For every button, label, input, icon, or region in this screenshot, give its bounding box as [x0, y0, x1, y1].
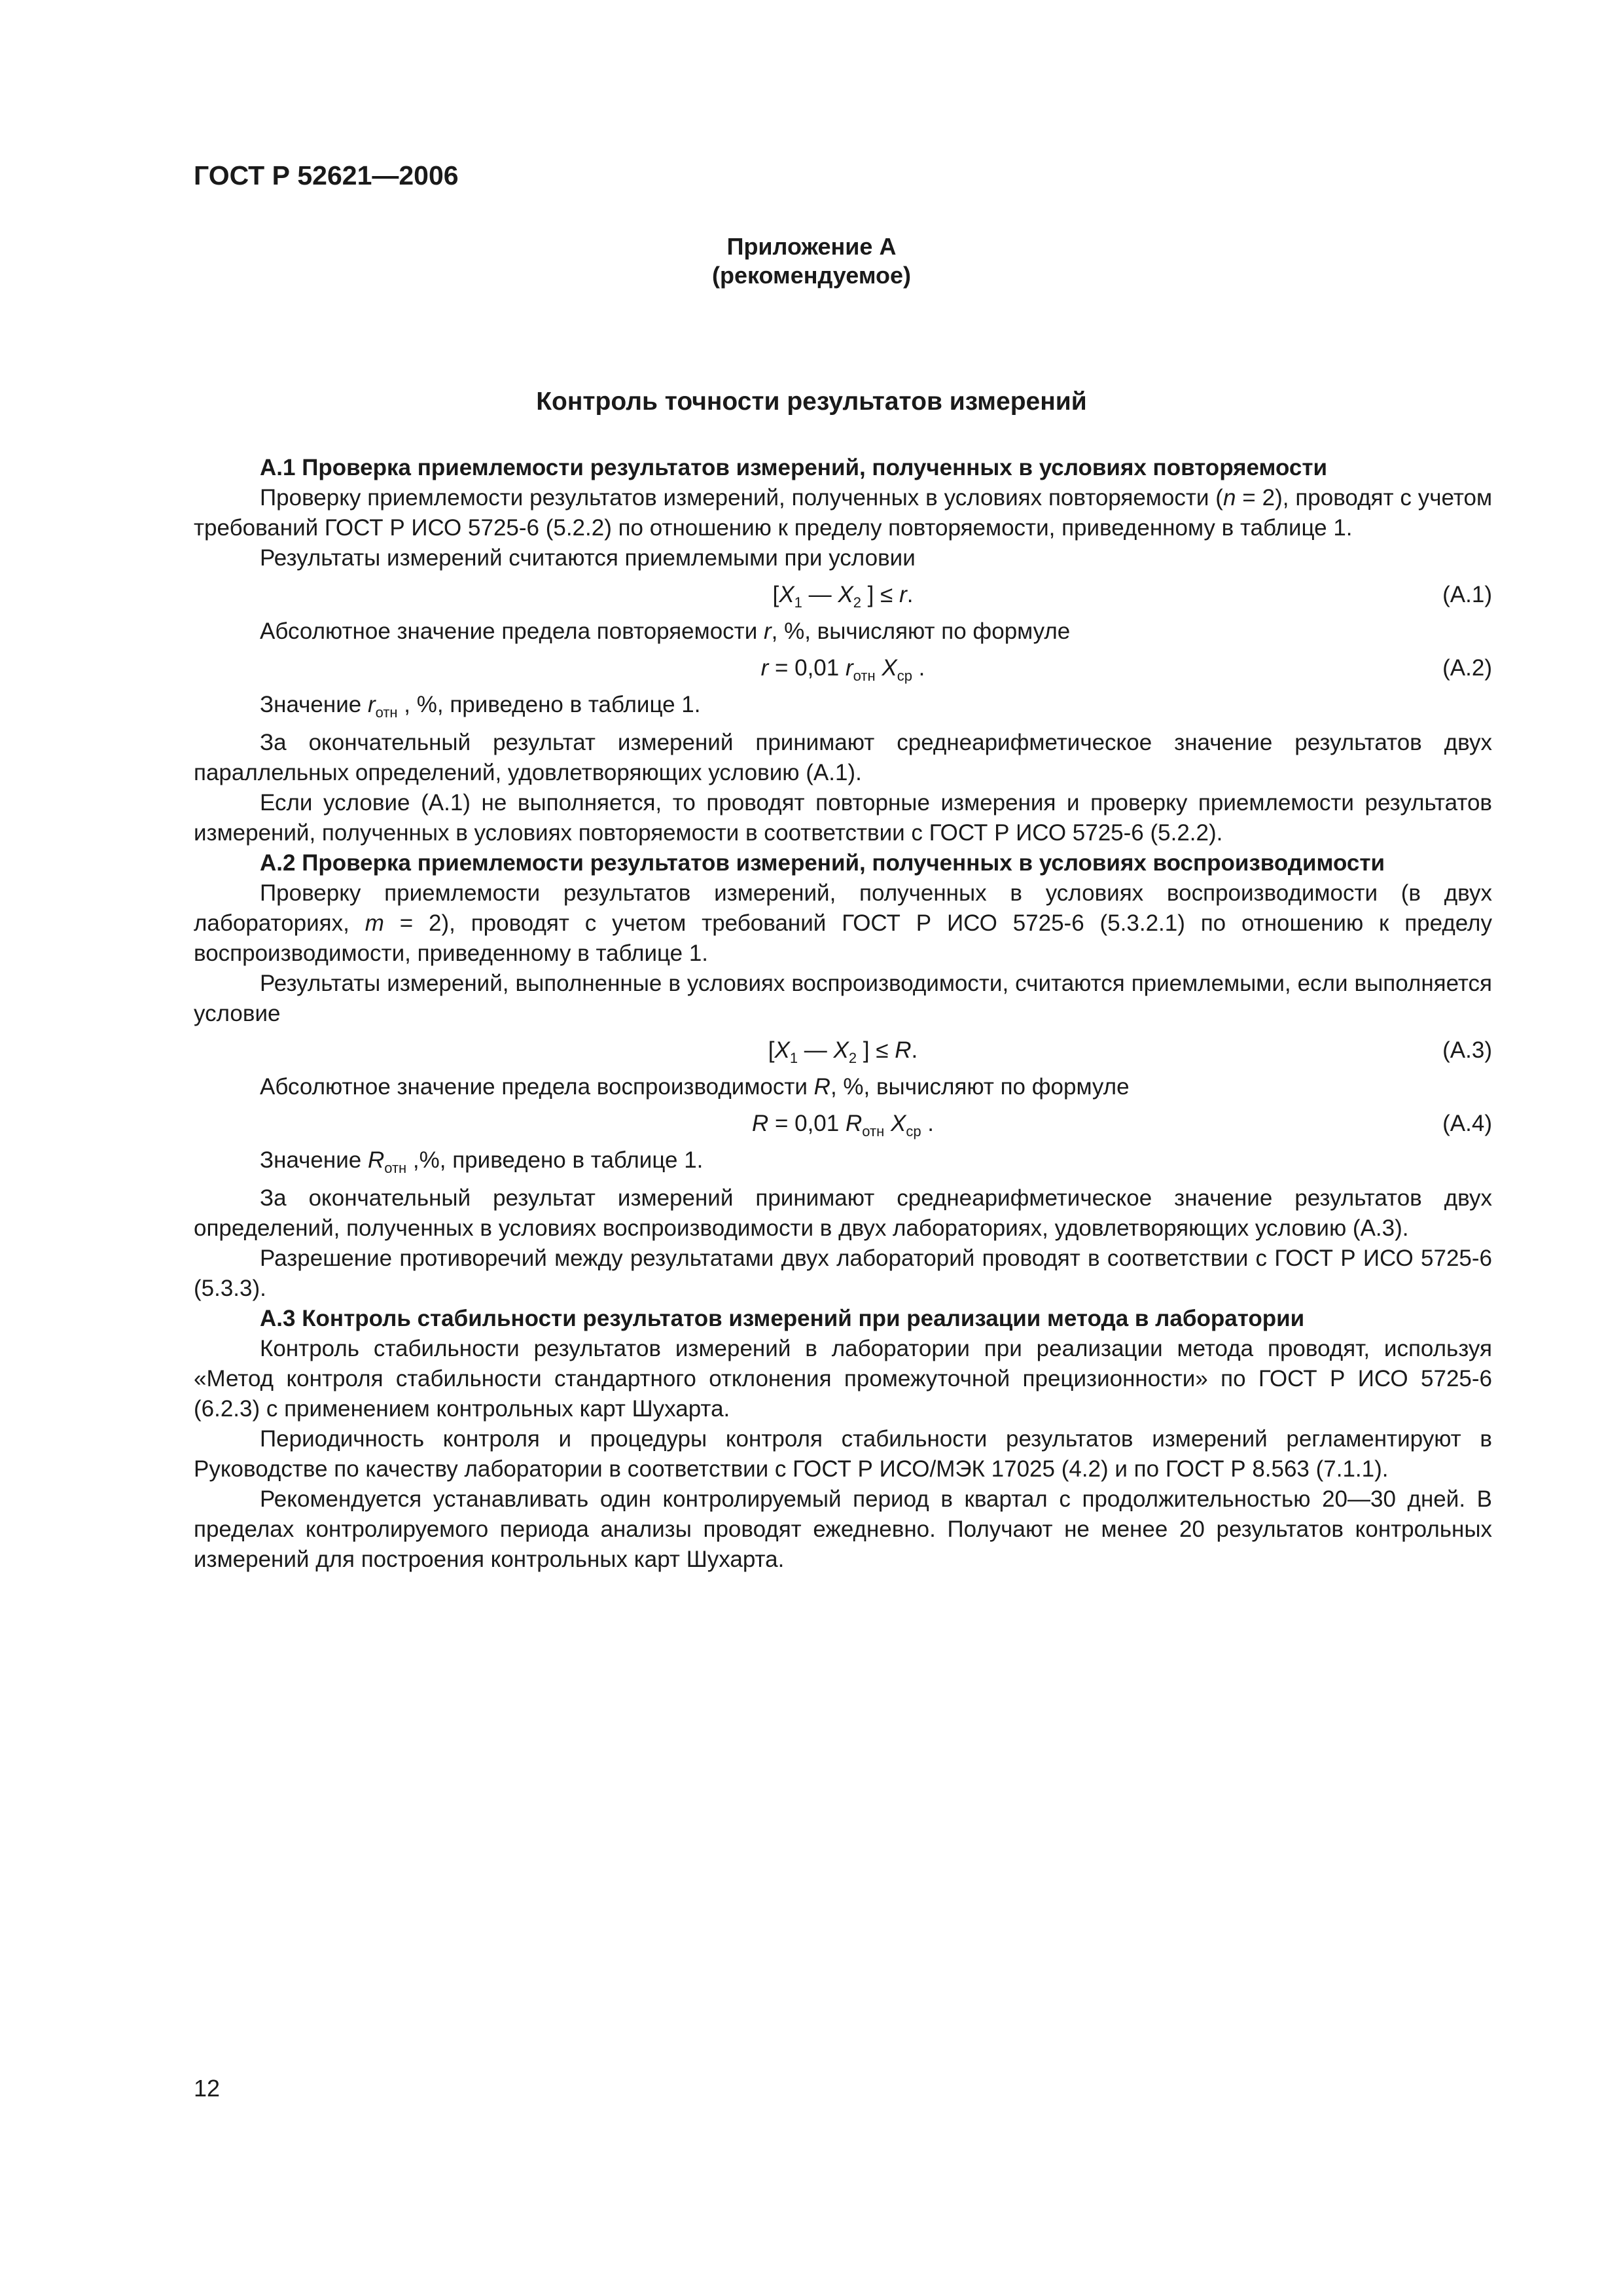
section-a2-paragraph-6: Разрешение противоречий между результатами двух лабораторий проводят в соответствии с ГОСТ Р ИСО 5725-6 (5.3.3).	[194, 1246, 1492, 1301]
section-a1-paragraph-6: Если условие (А.1) не выполняется, то проводят повторные измерения и проверку приемлемости результатов измерений, полученных в условиях повторяемости в соответствии с ГОСТ Р ИСО 5725-6 (5.2.2).	[194, 790, 1492, 846]
annex-label: Приложение А	[726, 233, 897, 260]
formula-a3: [$X_1$ — $X_2$ ] ≤ R. (А.3)	[194, 1029, 1492, 1072]
formula-a1-number: (А.1)	[1442, 582, 1492, 607]
annex-title: Контроль точности результатов измерений	[536, 387, 1087, 416]
section-a3-paragraph-1: Контроль стабильности результатов измерений в лаборатории при реализации метода проводят, используя «Метод контроля стабильности стандартного отклонения промежуточной прецизионности» по ГОСТ Р ИСО 5725-6 (6.2.3) с применением контрольных карт Шухарта.	[194, 1336, 1492, 1422]
section-a3-paragraph-3: Рекомендуется устанавливать один контролируемый период в квартал с продолжительностью 20—30 дней. В пределах контролируемого периода анализы проводят ежедневно. Получают не менее 20 результатов контрольных измерений для построения контрольных карт Шухарта.	[194, 1486, 1492, 1572]
section-a2-heading: А.2 Проверка приемлемости результатов измерений, полученных в условиях воспроизводимости	[260, 850, 1385, 876]
formula-a4: R = 0,01 $R_{отн}$ $X_{ср}$ . (А.4)	[194, 1102, 1492, 1145]
formula-a1: [$X_1$ — $X_2$ ] ≤ r. (А.1)	[194, 573, 1492, 617]
section-a1-paragraph-3: Абсолютное значение предела повторяемости r, %, вычисляют по формуле	[260, 619, 1071, 644]
annex-body	[194, 453, 1492, 1575]
section-a2-paragraph-1: Проверку приемлемости результатов измерений, полученных в условиях воспроизводимости (в двух лабораториях, m = 2), проводят с учетом требований ГОСТ Р ИСО 5725-6 (5.3.2.1) по отношению к пределу воспроизводимости, приведенному в таблице 1.	[194, 880, 1492, 966]
section-a1-paragraph-1: Проверку приемлемости результатов измерений, полученных в условиях повторяемости (n = 2), проводят с учетом требований ГОСТ Р ИСО 5725-6 (5.2.2) по отношению к пределу повторяемости, приведенному в таблице 1.	[194, 485, 1493, 541]
section-a3-heading: А.3 Контроль стабильности результатов измерений при реализации метода в лаборатории	[260, 1306, 1305, 1331]
formula-a2: r = 0,01 $r_{отн}$ $X_{ср}$ . (А.2)	[194, 647, 1492, 690]
section-a2-paragraph-4: Значение $R_{отн}$ ,%, приведено в таблице 1.	[260, 1147, 704, 1176]
formula-a2-number: (А.2)	[1442, 655, 1492, 681]
document-code: ГОСТ Р 52621—2006	[194, 160, 459, 190]
section-a1-paragraph-2: Результаты измерений считаются приемлемыми при условии	[260, 545, 916, 571]
section-a3-paragraph-2: Периодичность контроля и процедуры контроля стабильности результатов измерений регламентируют в Руководстве по качеству лаборатории в соответствии с ГОСТ Р ИСО/МЭК 17025 (4.2) и по ГОСТ Р 8.563 (7.1.1).	[194, 1426, 1492, 1482]
section-a1-heading: А.1 Проверка приемлемости результатов измерений, полученных в условиях повторяемости	[260, 455, 1328, 480]
section-a2-paragraph-3: Абсолютное значение предела воспроизводимости R, %, вычисляют по формуле	[260, 1074, 1130, 1100]
formula-a4-number: (А.4)	[1442, 1111, 1492, 1136]
annex-status: (рекомендуемое)	[712, 262, 911, 289]
section-a2-paragraph-2: Результаты измерений, выполненные в условиях воспроизводимости, считаются приемлемыми, если выполняется условие	[194, 971, 1492, 1026]
section-a1-paragraph-5: За окончательный результат измерений принимают среднеарифметическое значение результатов двух параллельных определений, удовлетворяющих условию (А.1).	[194, 730, 1492, 785]
section-a1-paragraph-4: Значение $r_{отн}$ , %, приведено в таблице 1.	[260, 692, 701, 721]
page-number: 12	[194, 2075, 221, 2102]
formula-a3-number: (А.3)	[1442, 1037, 1492, 1063]
section-a2-paragraph-5: За окончательный результат измерений принимают среднеарифметическое значение результатов двух определений, полученных в условиях воспроизводимости в двух лабораториях, удовлетворяющих условию (А.3).	[194, 1185, 1492, 1241]
